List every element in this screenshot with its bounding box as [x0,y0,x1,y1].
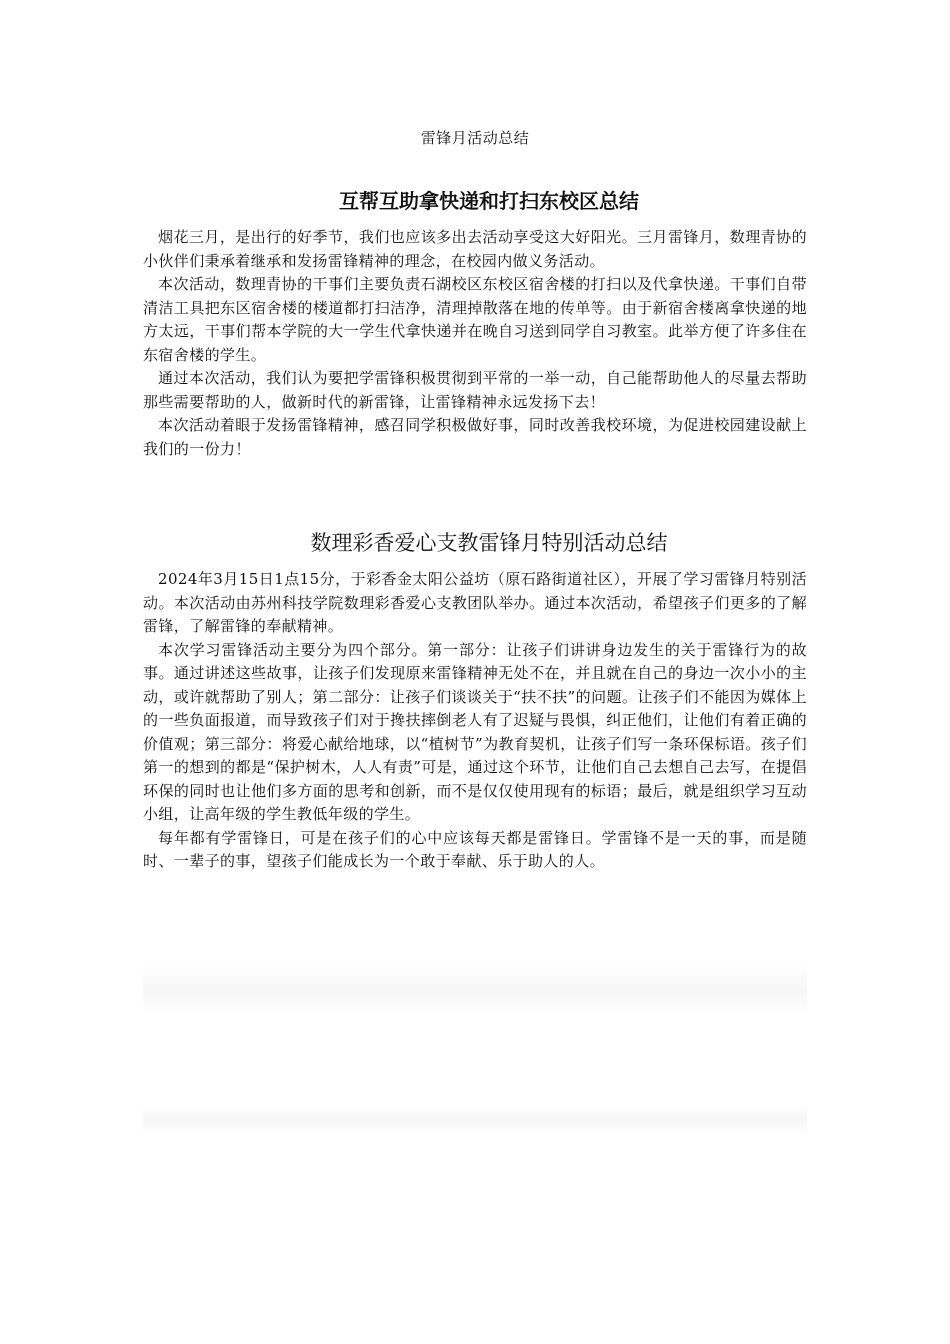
paragraph: 烟花三月，是出行的好季节，我们也应该多出去活动享受这大好阳光。三月雷锋月，数理青协的小伙伴们秉承着继承和发扬雷锋精神的理念，在校园内做义务活动。 [143,228,807,270]
section-heading: 数理彩香爱心支教雷锋月特别活动总结 [310,531,668,555]
paragraph: 本次学习雷锋活动主要分为四个部分。第一部分：让孩子们讲讲身边发生的关于雷锋行为的故事。通过讲述这些故事，让孩子们发现原来雷锋精神无处不在，并且就在自己的身边一次小小的主动，或许就帮助了别人；第二部分：让孩子们谈谈关于“扶不扶”的问题。让孩子们不能因为媒体上的一些负面报道，而导致孩子们对于搀扶摔倒老人有了迟疑与畏惧，纠正他们，让他们有着正确的价值观；第三部分：将爱心献给地球，以“植树节”为教育契机，让孩子们写一条环保标语。孩子们第一的想到的都是“保护树木，人人有责”可是，通过这个环节，让他们自己去想自己去写，在提倡环保的同时也让他们多方面的思考和创新，而不是仅仅使用现有的标语；最后，就是组织学习互动小组，让高年级的学生教低年级的学生。 [143,640,807,823]
document-title: 雷锋月活动总结 [420,129,530,147]
paragraph: 通过本次活动，我们认为要把学雷锋积极贯彻到平常的一举一动，自己能帮助他人的尽量去帮助那些需要帮助的人，做新时代的新雷锋，让雷锋精神永远发扬下去！ [143,369,807,411]
paragraph: 本次活动，数理青协的干事们主要负责石湖校区东校区宿舍楼的打扫以及代拿快递。干事们自带清洁工具把东区宿舍楼的楼道都打扫洁净，清理掉散落在地的传单等。由于新宿舍楼离拿快递的地方太远，干事们帮本学院的大一学生代拿快递并在晚自习送到同学自习教室。此举方便了许多住在东宿舍楼的学生。 [143,275,807,364]
section-pickup-cleaning [143,186,807,461]
paragraph: 2024年3月15日1点15分，于彩香金太阳公益坊（原石路街道社区），开展了学习雷锋月特别活动。本次活动由苏州科技学院数理彩香爱心支教团队举办。通过本次活动，希望孩子们更多的了解雷锋，了解雷锋的奉献精神。 [143,570,807,635]
paragraph: 本次活动着眼于发扬雷锋精神，感召同学积极做好事，同时改善我校环境，为促进校园建设献上我们的一份力！ [143,416,807,458]
section-heading: 互帮互助拿快递和打扫东校区总结 [339,189,639,213]
paragraph: 每年都有学雷锋日，可是在孩子们的心中应该每天都是雷锋日。学雷锋不是一天的事，而是随时、一辈子的事，望孩子们能成长为一个敢于奉献、乐于助人的人。 [143,828,807,870]
faded-blank-area [143,1105,807,1135]
faded-blank-area [143,965,807,1015]
section-volunteer-teaching [143,528,807,874]
